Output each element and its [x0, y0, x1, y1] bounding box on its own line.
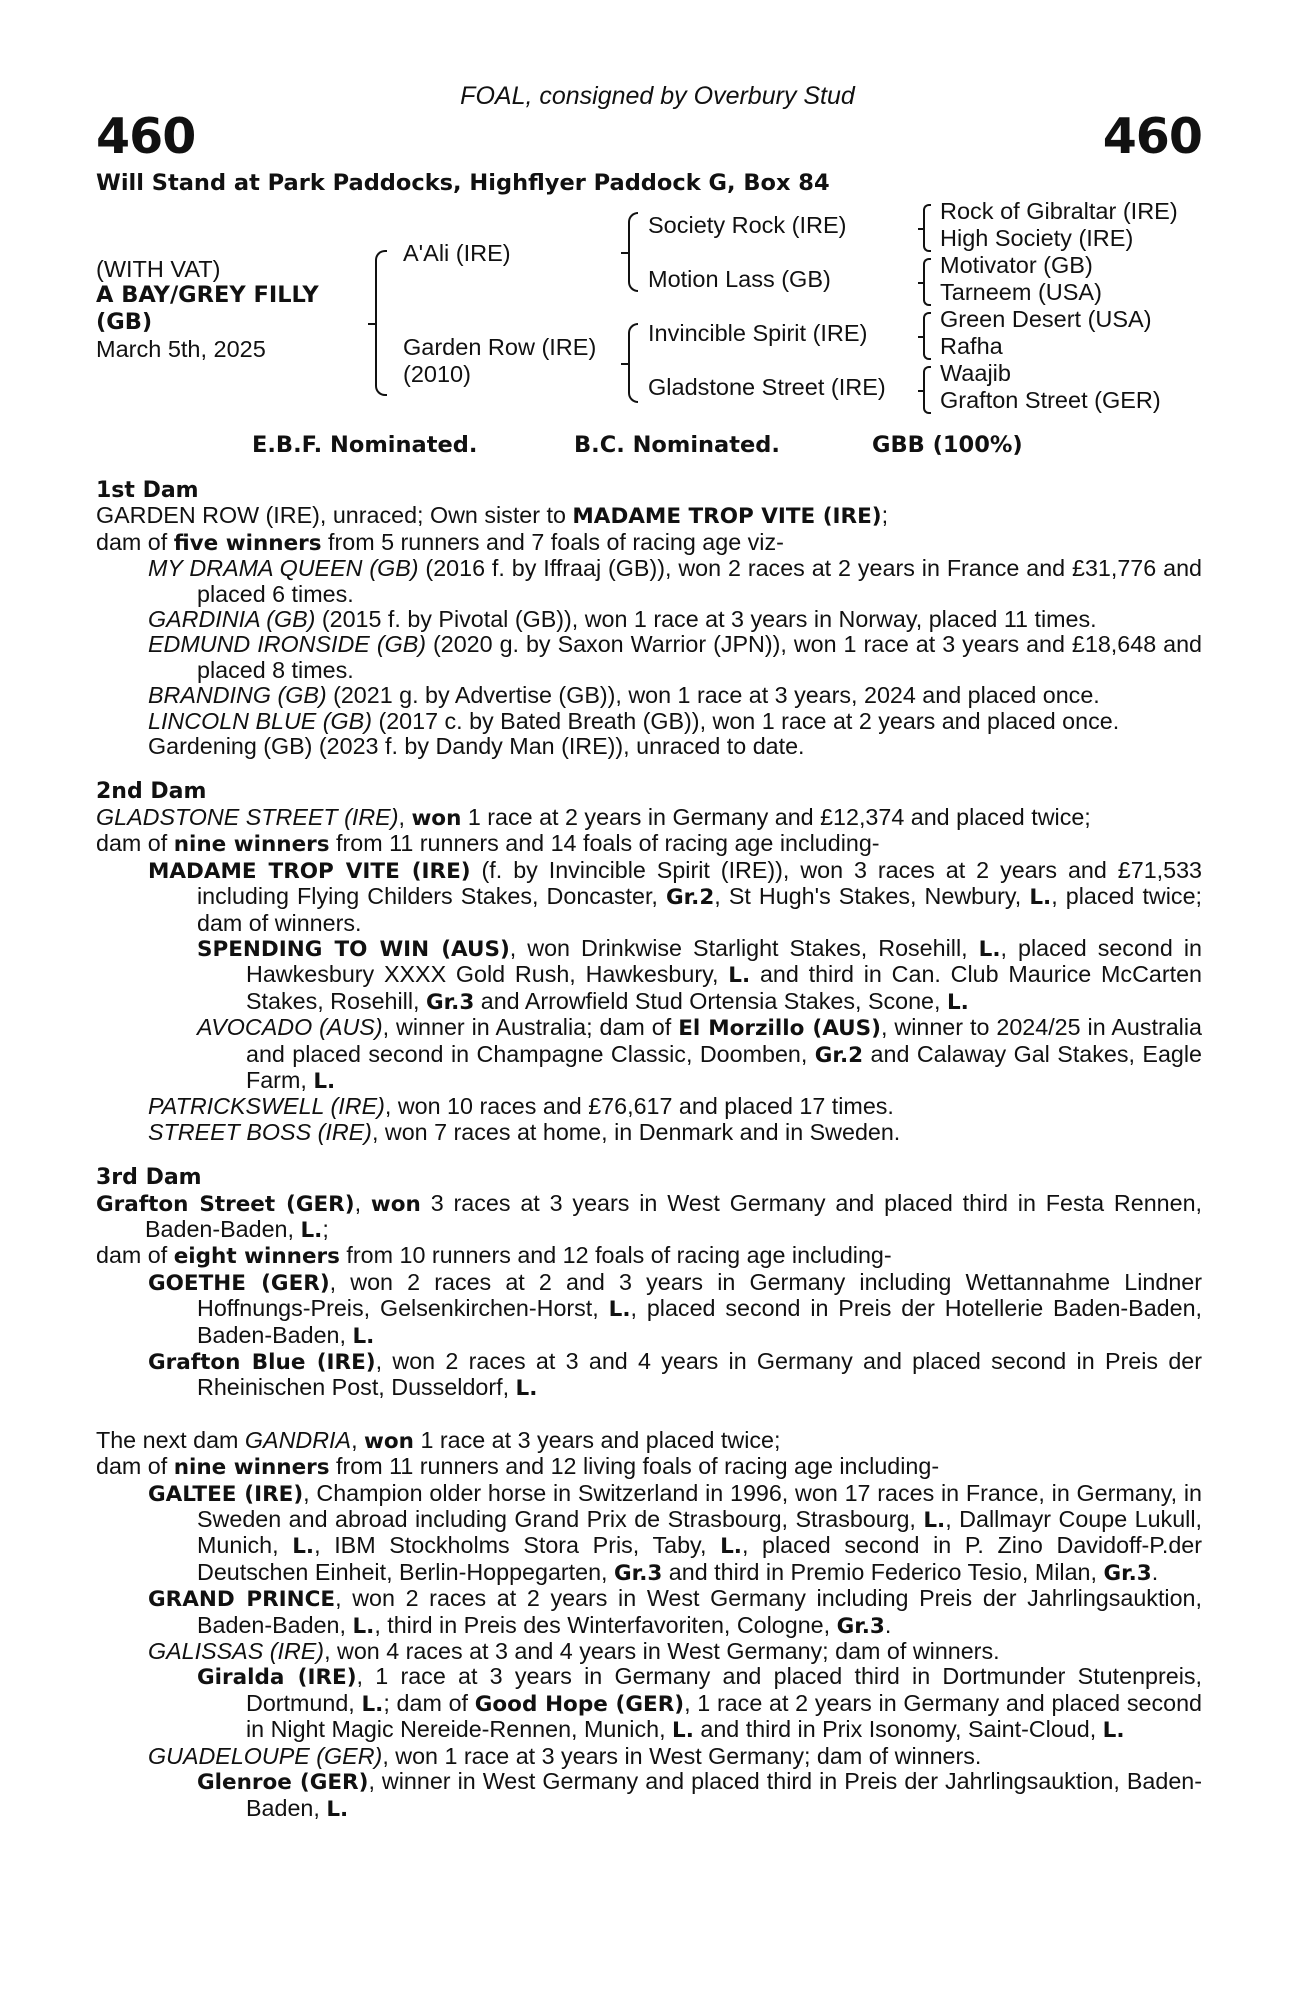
progeny-entry: PATRICKSWELL (IRE), won 10 races and £76,617 and placed 17 times.	[148, 1093, 894, 1120]
first-dam-heading: 1st Dam	[96, 478, 199, 503]
next-dam-produce-summary: dam of nine winners from 11 runners and 12 living foals of racing age including-	[96, 1453, 940, 1481]
vat-label: (WITH VAT)	[96, 256, 221, 282]
lot-description: A BAY/GREY FILLY	[96, 282, 319, 308]
progeny-entry: STREET BOSS (IRE), won 7 races at home, in Denmark and in Sweden.	[148, 1118, 901, 1145]
ggp-8: Grafton Street (GER)	[940, 387, 1161, 413]
lot-number-right: 460	[1102, 108, 1202, 165]
progeny-entry: Grafton Blue (IRE), won 2 races at 3 and 4 years in Germany and placed second in Preis der Rheinischen Post, Dusseldorf, L.	[148, 1348, 1202, 1402]
progeny-entry: Glenroe (GER), winner in West Germany and placed third in Preis der Jahrlingsauktion, Baden-Baden, L.	[197, 1768, 1202, 1822]
foal-entry: Gardening (GB) (2023 f. by Dandy Man (IRE)), unraced to date.	[148, 733, 805, 760]
dam-name: Garden Row (IRE)	[403, 334, 597, 360]
second-dam-heading: 2nd Dam	[96, 779, 207, 805]
pedigree-brace-dam	[628, 323, 638, 403]
ggp-6: Rafha	[940, 333, 1003, 359]
progeny-entry: AVOCADO (AUS), winner in Australia; dam of El Morzillo (AUS), winner to 2024/25 in Australia and placed second in Champagne Classic, Doomben, Gr.2 and Calaway Gal Stakes, Eagle Farm, L.	[197, 1014, 1202, 1094]
foal-entry: EDMUND IRONSIDE (GB) (2020 g. by Saxon Warrior (JPN)), won 1 race at 3 years and £18,648 and placed 8 times.	[148, 631, 1202, 683]
pedigree-brace-ggp-4	[923, 366, 931, 414]
catalogue-body	[96, 478, 1202, 1822]
next-dam-intro: The next dam GANDRIA, won 1 race at 3 years and placed twice;	[96, 1426, 781, 1454]
foal-entry: GARDINIA (GB) (2015 f. by Pivotal (GB)), won 1 race at 3 years in Norway, placed 11 times.	[148, 606, 1097, 633]
ggp-3: Motivator (GB)	[940, 252, 1093, 278]
progeny-entry: GALISSAS (IRE), won 4 races at 3 and 4 years in West Germany; dam of winners.	[148, 1638, 1000, 1665]
sire-dam: Motion Lass (GB)	[648, 266, 831, 292]
pedigree-brace-ggp-2	[923, 258, 931, 306]
ggp-2: High Society (IRE)	[940, 225, 1134, 251]
progeny-entry: GUADELOUPE (GER), won 1 race at 3 years in West Germany; dam of winners.	[148, 1742, 982, 1769]
sire-name: A'Ali (IRE)	[403, 240, 511, 266]
foal-entry: LINCOLN BLUE (GB) (2017 c. by Bated Breath (GB)), won 1 race at 2 years and placed once.	[148, 707, 1120, 734]
stand-location: Will Stand at Park Paddocks, Highflyer Paddock G, Box 84	[96, 170, 830, 196]
second-dam-intro: GLADSTONE STREET (IRE), won 1 race at 2 years in Germany and £12,374 and placed twice;	[96, 803, 1091, 831]
ggp-7: Waajib	[940, 360, 1011, 386]
ebf-nomination: E.B.F. Nominated.	[252, 432, 478, 458]
dam-dam: Gladstone Street (IRE)	[648, 374, 886, 400]
ggp-5: Green Desert (USA)	[940, 306, 1152, 332]
pedigree-brace-sire	[628, 212, 638, 292]
progeny-entry: SPENDING TO WIN (AUS), won Drinkwise Starlight Stakes, Rosehill, L., placed second in Hawkesbury XXXX Gold Rush, Hawkesbury, L. and third in Can. Club Maurice McCarten Stakes, Rosehill, Gr.3 and Arrowfield Stud Ortensia Stakes, Scone, L.	[197, 934, 1203, 1015]
second-dam-produce-summary: dam of nine winners from 11 runners and 14 foals of racing age including-	[96, 830, 880, 858]
progeny-entry: GRAND PRINCE, won 2 races at 2 years in West Germany including Preis der Jahrlingsauktion, Baden-Baden, L., third in Preis des Winterfavoriten, Cologne, Gr.3.	[148, 1585, 1202, 1639]
progeny-entry: GALTEE (IRE), Champion older horse in Switzerland in 1996, won 17 races in France, in Germany, in Sweden and abroad including Grand Prix de Strasbourg, Strasbourg, L., Dallmayr Coupe Lukull, Munich, L., IBM Stockholms Stora Pris, Taby, L., placed second in P. Zino Davidoff-P.der Deutschen Einheit, Berlin-Hoppegarten, Gr.3 and third in Premio Federico Tesio, Milan, Gr.3.	[148, 1479, 1202, 1586]
first-dam-produce-summary: dam of five winners from 5 runners and 7 foals of racing age viz-	[96, 528, 784, 556]
gbb-rating: GBB (100%)	[872, 432, 1023, 458]
first-dam-intro: GARDEN ROW (IRE), unraced; Own sister to MADAME TROP VITE (IRE);	[96, 502, 889, 530]
consignor-line: FOAL, consigned by Overbury Stud	[460, 82, 855, 110]
third-dam-intro: Grafton Street (GER), won 3 races at 3 years in West Germany and placed third in Festa Rennen, Baden-Baden, L.;	[96, 1189, 1202, 1243]
sire-sire: Society Rock (IRE)	[648, 212, 847, 238]
dam-sire: Invincible Spirit (IRE)	[648, 320, 868, 346]
bc-nomination: B.C. Nominated.	[574, 432, 780, 458]
foal-entry: MY DRAMA QUEEN (GB) (2016 f. by Iffraaj (GB)), won 2 races at 2 years in France and £31,776 and placed 6 times.	[148, 555, 1202, 607]
progeny-entry: Giralda (IRE), 1 race at 3 years in Germany and placed third in Dortmunder Stutenpreis, Dortmund, L.; dam of Good Hope (GER), 1 race at 2 years in Germany and placed second in Night Magic Nereide-Rennen, Munich, L. and third in Prix Isonomy, Saint-Cloud, L.	[197, 1663, 1202, 1744]
foal-entry: BRANDING (GB) (2021 g. by Advertise (GB)), won 1 race at 3 years, 2024 and placed once.	[148, 682, 1100, 709]
ggp-1: Rock of Gibraltar (IRE)	[940, 198, 1178, 224]
pedigree-brace-ggp-1	[923, 204, 931, 252]
lot-description-country: (GB)	[96, 309, 153, 335]
third-dam-produce-summary: dam of eight winners from 10 runners and 12 foals of racing age including-	[96, 1242, 892, 1270]
progeny-entry: MADAME TROP VITE (IRE) (f. by Invincible Spirit (IRE)), won 3 races at 2 years and £71,533 including Flying Childers Stakes, Doncaster, Gr.2, St Hugh's Stakes, Newbury, L., placed twice; dam of winners.	[148, 856, 1203, 936]
pedigree-brace-main	[375, 250, 387, 396]
ggp-4: Tarneem (USA)	[940, 279, 1102, 305]
progeny-entry: GOETHE (GER), won 2 races at 2 and 3 years in Germany including Wettannahme Lindner Hoffnungs-Preis, Gelsenkirchen-Horst, L., placed second in Preis der Hotellerie Baden-Baden, Baden-Baden, L.	[148, 1268, 1203, 1349]
dam-year: (2010)	[403, 361, 471, 387]
third-dam-heading: 3rd Dam	[96, 1165, 202, 1191]
lot-number-left: 460	[96, 108, 196, 165]
foaled-date: March 5th, 2025	[96, 336, 266, 362]
pedigree-brace-ggp-3	[923, 312, 931, 360]
